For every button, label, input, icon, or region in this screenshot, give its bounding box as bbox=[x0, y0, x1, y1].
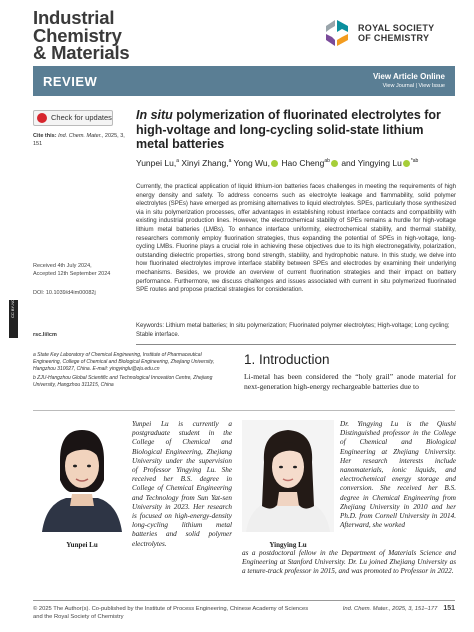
photo-caption-yunpei: Yunpei Lu bbox=[66, 541, 98, 549]
rsc-short-link[interactable]: rsc.li/icm bbox=[33, 332, 57, 338]
section-header-bar bbox=[33, 66, 455, 96]
orcid-icon[interactable] bbox=[331, 160, 338, 167]
author-affil: ab bbox=[324, 158, 330, 165]
cite-journal: Ind. Chem. Mater. bbox=[58, 133, 102, 139]
author-name[interactable]: and Yingying Lu bbox=[341, 158, 402, 168]
journal-title-line: Industrial bbox=[33, 7, 115, 28]
portrait-illustration bbox=[242, 420, 334, 532]
affiliation-item: b ZJU-Hangzhou Global Scientific and Technological Innovation Centre, Zhejiang University, Hangzhou 311215, China bbox=[33, 375, 213, 388]
cite-details: , 2025, 3, 151 bbox=[33, 133, 125, 147]
affiliation-item: a State Key Laboratory of Chemical Engineering, Institute of Pharmaceutical Engineering, College of Chemical and Biological Engineering, Zhejiang University, Hangzhou 310027, China. E-mail: yingyinglu@zju.edu.cn bbox=[33, 352, 215, 372]
affiliations bbox=[33, 352, 231, 391]
article-title-lead: In situ bbox=[136, 108, 173, 122]
author-photo-yunpei bbox=[36, 420, 128, 532]
journal-title-line: & Materials bbox=[33, 42, 130, 63]
abstract-divider bbox=[136, 344, 456, 345]
rsc-wordmark-line2: OF CHEMISTRY bbox=[358, 33, 430, 43]
doi-link[interactable]: DOI: 10.1039/d4im00082j bbox=[33, 290, 96, 296]
cc-license-text: CC BY-NC bbox=[10, 299, 15, 318]
bio-text-yingying: Dr. Yingying Lu is the Qiushi Distinguished professor in the College of Chemical and Biological Engineering at Zhejiang University. Her research interests include nanomaterials, ionic liquids, and electrochemical energy storage and conversion. She received her B.S. degree in Chemical Engineering from Zhejiang University in 2010 and her Ph.D. from Cornell University in 2014. Afterward, she worked bbox=[340, 420, 456, 530]
check-for-updates-label: Check for updates bbox=[51, 113, 112, 122]
cite-prefix: Cite this: bbox=[33, 133, 57, 139]
received-dates bbox=[33, 263, 133, 278]
update-badge-icon bbox=[37, 113, 47, 123]
article-title bbox=[136, 108, 456, 152]
footer-citation bbox=[343, 605, 455, 612]
footer-citation-text: Ind. Chem. Mater., 2025, 3, 151–177 bbox=[342, 606, 438, 612]
bio-text-yingying-continued: as a postdoctoral fellow in the Department of Materials Science and Engineering at Stanford University. Dr. Lu joined Zhejiang University as a tenure-track professor in 2015, and was promoted to Professor in 2022. bbox=[242, 549, 456, 576]
rsc-wordmark-line1: ROYAL SOCIETY bbox=[358, 23, 435, 33]
author-affil: *ab bbox=[410, 158, 419, 165]
accepted-date: Accepted 12th September 2024 bbox=[33, 270, 111, 277]
view-journal-issue-link[interactable]: View Journal | View Issue bbox=[382, 83, 445, 89]
cc-license-badge[interactable] bbox=[9, 300, 18, 338]
received-date: Received 4th July 2024, bbox=[33, 263, 92, 269]
section-label: REVIEW bbox=[43, 74, 98, 89]
journal-title bbox=[33, 9, 130, 62]
abstract-text: Currently, the practical application of liquid lithium-ion batteries faces challenges in meeting the requirements of high energy density and safety. To address concerns such as electrolyte leakage and flammability, solid polymer electrolytes (SPEs) have emerged as promising alternatives to liquid electrolytes. SPEs, particularly those synthesized via in situ polymerization processes, offer advantages in establishing robust interface contacts and compatibility with existing industrial production lines. However, the electrochemical stability of SPEs remains a hurdle for high-voltage lithium metal batteries (LMBs). To enhance interface uniformity, electrochemical stability, and thermal stability, researchers commonly employ fluorination strategies, thus expanding the potential of SPEs in high-voltage, long-cycling LMBs. Fluorine plays a crucial role in achieving these objectives due to its high electronegativity, polarization, outstanding dielectric properties, strong bond strength, stability, and hydrophobic nature. In this study, we delve into how fluorinated electrolytes improve interface stability between SPEs and electrodes by examining their underlying mechanisms. Besides, we provide an overview of current fluorination strategies and their impact on battery performance. Furthermore, we discuss challenges and issues associated with current in situ polymerized fluorinated SPE routes and propose practical strategies for consideration. bbox=[136, 183, 456, 294]
bio-text-yunpei: Yunpei Lu is currently a postgraduate student in the College of Chemical and Biological Engineering, Zhejiang University under the supervision of Professor Yingying Lu. She received her B.S. degree in College of Chemical Engineering and Technology from Sun Yat-sen University in 2023. Her research is focused on high-energy-density long-cycling lithium metal batteries and solid polymer electrolytes. bbox=[132, 420, 232, 548]
author-list bbox=[136, 158, 456, 168]
portrait-illustration bbox=[36, 420, 128, 532]
author-photo-yingying bbox=[242, 420, 334, 532]
rsc-logo bbox=[318, 16, 448, 50]
author-name[interactable]: Yunpei Lu, bbox=[136, 158, 177, 168]
introduction-text: Li-metal has been considered the “holy grail” anode material for next-generation high-energy rechargeable batteries due to bbox=[244, 372, 456, 391]
view-links bbox=[373, 72, 445, 90]
orcid-icon[interactable] bbox=[271, 160, 278, 167]
author-name[interactable]: Hao Cheng bbox=[281, 158, 325, 168]
check-for-updates-button[interactable] bbox=[33, 110, 113, 126]
view-article-online-link[interactable]: View Article Online bbox=[372, 72, 445, 81]
keywords: Keywords: Lithium metal batteries; In situ polymerization; Fluorinated polymer electrolytes; High-voltage; Long cycling; Stable interface. bbox=[136, 323, 450, 338]
rsc-hexagon-icon bbox=[322, 18, 352, 48]
photo-caption-yingying: Yingying Lu bbox=[269, 541, 307, 549]
citation-info bbox=[33, 133, 129, 148]
author-affil: a bbox=[176, 158, 179, 165]
author-name[interactable]: Xinyi Zhang, bbox=[181, 158, 229, 168]
journal-title-line: Chemistry bbox=[33, 24, 122, 46]
introduction-heading: 1. Introduction bbox=[244, 352, 330, 367]
footer-divider bbox=[33, 600, 455, 601]
rsc-wordmark bbox=[358, 23, 434, 43]
footer-copyright: © 2025 The Author(s). Co-published by the Institute of Process Engineering, Chinese Academy of Sciences and the Royal Society of Chemistry bbox=[33, 606, 309, 620]
orcid-icon[interactable] bbox=[403, 160, 410, 167]
author-name[interactable]: Yong Wu, bbox=[233, 158, 270, 168]
bio-divider bbox=[33, 410, 455, 411]
article-title-rest: polymerization of fluorinated electrolytes for high-voltage and long-cycling solid-state lithium metal batteries bbox=[136, 108, 441, 151]
author-affil: a bbox=[228, 158, 232, 165]
page-number: 151 bbox=[443, 605, 455, 612]
